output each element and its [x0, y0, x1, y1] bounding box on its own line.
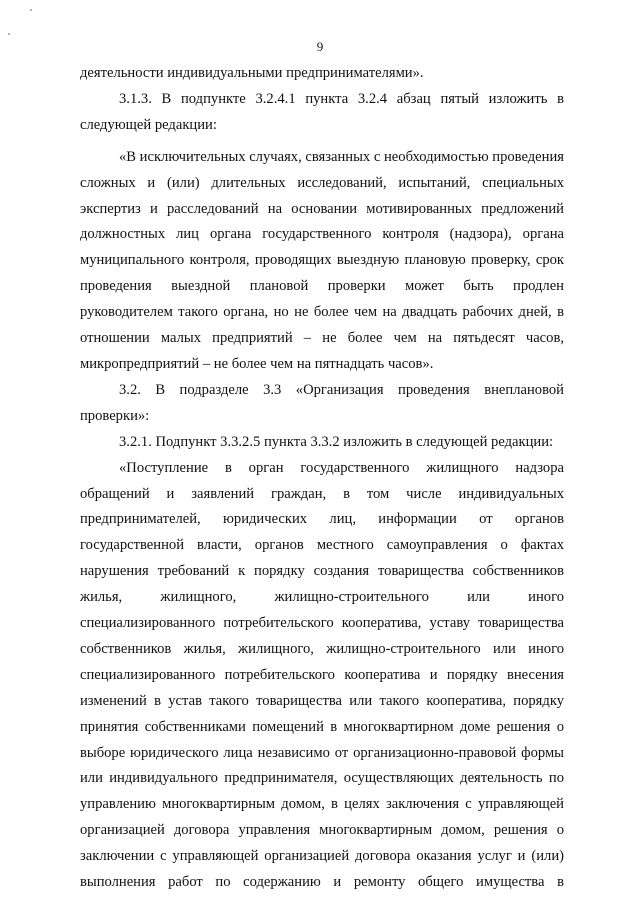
paragraph-3-2: 3.2. В подразделе 3.3 «Организация проведения внеплановой проверки»: — [80, 381, 564, 424]
paragraph-quote-exceptional-cases: «В исключительных случаях, связанных с необходимостью проведения сложных и (или) длительных исследований, испытаний, специальных экспертиз и расследований на основании мотивированных предложений должностных лиц органа государственного контроля (надзора), органа муниципального контроля, проводящих выездную плановую проверку, срок проведения выездной плановой проверки может быть продлен руководителем такого органа, но не более чем на двадцать рабочих дней, в отношении малых предприятий – не более чем на пятьдесят часов, микропредприятий – не более чем на пятнадцать часов». — [80, 148, 564, 372]
paragraph-3-2-1: 3.2.1. Подпункт 3.3.2.5 пункта 3.3.2 изложить в следующей редакции: — [119, 433, 554, 450]
paragraph-quote-housing-supervision: «Поступление в орган государственного жилищного надзора обращений и заявлений граждан, в том числе индивидуальных предпринимателей, юридических лиц, информации от органов государственной власти, органов местного самоуправления о фактах нарушения требований к порядку создания товарищества собственников жилья, жилищного, жилищно-строительного или иного специализированного потребительского кооператива, уставу товарищества собственников жилья, жилищного, жилищно-строительного или иного специализированного потребительского кооператива и порядку внесения изменений в устав такого товарищества или такого кооператива, порядку принятия собственниками помещений в многоквартирном доме решения о выборе юридического лица независимо от организационно-правовой формы или индивидуального предпринимателя, осуществляющих деятельность по управлению многоквартирным домом, в целях заключения с управляющей организацией договора управления многоквартирным домом, решения о заключении с управляющей организацией договора оказания услуг и (или) выполнения работ по содержанию и ремонту общего имущества в — [80, 459, 564, 891]
paragraph-3-1-3: 3.1.3. В подпункте 3.2.4.1 пункта 3.2.4 абзац пятый изложить в следующей редакции: — [80, 90, 564, 133]
scan-artifact-dot — [30, 9, 32, 11]
paragraph-continuation: деятельности индивидуальными предпринимателями». — [80, 65, 424, 81]
document-body — [80, 61, 564, 896]
scan-artifact-dot — [8, 33, 10, 35]
page-number: 9 — [316, 39, 324, 54]
